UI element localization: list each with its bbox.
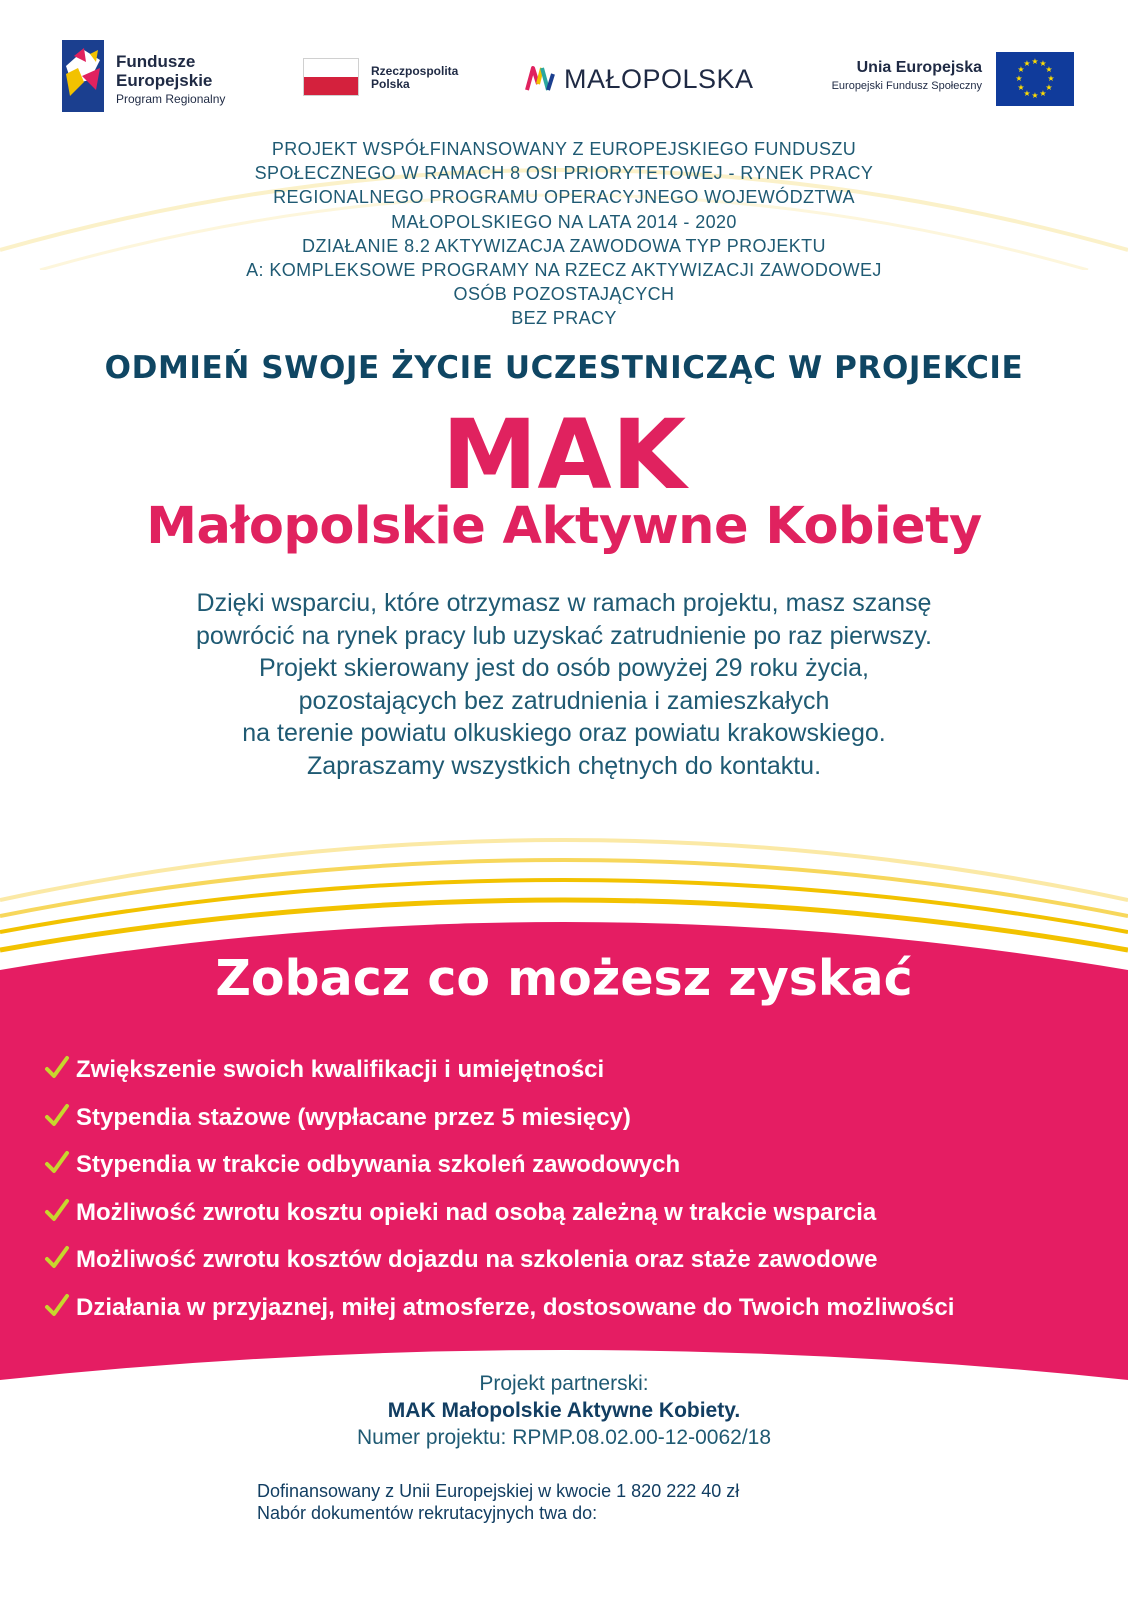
project-description xyxy=(40,587,1088,782)
list-item xyxy=(44,1198,1114,1246)
project-subtitle: Małopolskie Aktywne Kobiety xyxy=(146,497,982,556)
fe-logo-line1: Fundusze xyxy=(116,52,196,71)
list-item xyxy=(44,1293,1114,1341)
svg-text:★: ★ xyxy=(1039,59,1047,68)
description-line: Projekt skierowany jest do osób powyżej 29 roku życia, xyxy=(258,654,869,682)
intro-line: A: KOMPLEKSOWE PROGRAMY NA RZECZ AKTYWIZACJI ZAWODOWEJ xyxy=(246,260,882,281)
intro-line: MAŁOPOLSKIEGO NA LATA 2014 - 2020 xyxy=(391,211,737,232)
checkmark-icon xyxy=(44,1198,70,1224)
intro-line: OSÓB POZOSTAJĄCYCH xyxy=(453,284,675,305)
benefit-label: Możliwość zwrotu kosztu opieki nad osobą zależną w trakcie wsparcia xyxy=(76,1198,877,1226)
funding-amount: Dofinansowany z Unii Europejskiej w kwocie 1 820 222 40 zł xyxy=(257,1481,740,1501)
project-funding-statement xyxy=(60,137,1068,331)
list-item xyxy=(44,1150,1114,1198)
polish-flag-icon xyxy=(303,58,359,96)
funding-info xyxy=(257,1480,739,1524)
svg-text:★: ★ xyxy=(1015,74,1023,83)
intro-line: REGIONALNEGO PROGRAMU OPERACYJNEGO WOJEWÓDZTWA xyxy=(273,187,855,208)
benefit-label: Stypendia stażowe (wypłacane przez 5 miesięcy) xyxy=(76,1103,631,1131)
svg-text:★: ★ xyxy=(1017,83,1025,92)
description-line: Zapraszamy wszystkich chętnych do kontaktu. xyxy=(306,751,822,780)
project-name: MAK Małopolskie Aktywne Kobiety. xyxy=(387,1399,741,1422)
project-title: MAK xyxy=(441,399,687,511)
checkmark-icon xyxy=(44,1055,70,1081)
benefits-heading: Zobacz co możesz zyskać xyxy=(215,950,913,1007)
benefit-label: Działania w przyjaznej, miłej atmosferze, dostosowane do Twoich możliwości xyxy=(76,1293,955,1321)
list-item xyxy=(44,1245,1114,1293)
malopolska-logo xyxy=(524,60,764,100)
description-line: Dzięki wsparciu, które otrzymasz w ramach projektu, masz szansę xyxy=(196,589,932,617)
fundusze-europejskie-logo xyxy=(62,40,262,112)
description-line: powrócić na rynek pracy lub uzyskać zatrudnienie po raz pierwszy. xyxy=(196,621,932,650)
eu-logo-line1: Unia Europejska xyxy=(856,59,982,76)
eu-logo-line2: Europejski Fundusz Społeczny xyxy=(831,80,982,92)
intro-line: DZIAŁANIE 8.2 AKTYWIZACJA ZAWODOWA TYP PROJEKTU xyxy=(302,235,826,256)
list-item xyxy=(44,1103,1114,1151)
eu-flag-icon xyxy=(996,52,1074,106)
intro-line: PROJEKT WSPÓŁFINANSOWANY Z EUROPEJSKIEGO FUNDUSZU xyxy=(271,139,857,159)
description-line: pozostających bez zatrudnienia i zamieszkałych xyxy=(298,686,830,715)
checkmark-icon xyxy=(44,1293,70,1319)
description-line: na terenie powiatu olkuskiego oraz powiatu krakowskiego. xyxy=(242,719,886,747)
rp-logo-line2: Polska xyxy=(371,77,410,91)
partner-label: Projekt partnerski: xyxy=(479,1372,649,1395)
slogan-heading: ODMIEŃ SWOJE ŻYCIE UCZESTNICZĄC W PROJEKCIE xyxy=(104,350,1024,386)
benefit-label: Możliwość zwrotu kosztów dojazdu na szkolenia oraz staże zawodowe xyxy=(76,1246,878,1273)
svg-text:★: ★ xyxy=(1045,83,1053,92)
project-number: Numer projektu: RPMP.08.02.00-12-0062/18 xyxy=(356,1426,772,1449)
fe-logo-line2: Europejskie xyxy=(116,71,213,90)
checkmark-icon xyxy=(44,1150,70,1176)
partner-project-footer xyxy=(0,1370,1128,1451)
unia-europejska-logo xyxy=(800,52,1074,108)
svg-text:★: ★ xyxy=(1031,57,1039,66)
list-item xyxy=(44,1055,1114,1103)
fe-logo-line3: Program Regionalny xyxy=(116,92,226,106)
checkmark-icon xyxy=(44,1245,70,1271)
svg-text:★: ★ xyxy=(1023,89,1031,98)
intro-line: BEZ PRACY xyxy=(511,308,617,329)
svg-text:★: ★ xyxy=(1017,65,1025,74)
svg-text:★: ★ xyxy=(1039,89,1047,98)
svg-text:★: ★ xyxy=(1047,74,1055,83)
recruitment-deadline: Nabór dokumentów rekrutacyjnych twa do: xyxy=(257,1503,598,1523)
fundusze-europejskie-icon xyxy=(62,40,104,112)
svg-text:★: ★ xyxy=(1045,65,1053,74)
benefit-label: Zwiększenie swoich kwalifikacji i umiejętności xyxy=(76,1056,605,1083)
malopolska-m-icon xyxy=(524,62,556,94)
rzeczpospolita-polska-logo xyxy=(303,58,483,98)
svg-text:★: ★ xyxy=(1031,91,1039,100)
svg-text:★: ★ xyxy=(1023,59,1031,68)
intro-line: SPOŁECZNEGO W RAMACH 8 OSI PRIORYTETOWEJ - RYNEK PRACY xyxy=(254,163,874,184)
benefits-list xyxy=(44,1055,1114,1340)
benefit-label: Stypendia w trakcie odbywania szkoleń zawodowych xyxy=(76,1151,681,1178)
checkmark-icon xyxy=(44,1103,70,1129)
rp-logo-line1: Rzeczpospolita xyxy=(371,64,459,78)
malopolska-logo-text: MAŁOPOLSKA xyxy=(564,64,754,94)
